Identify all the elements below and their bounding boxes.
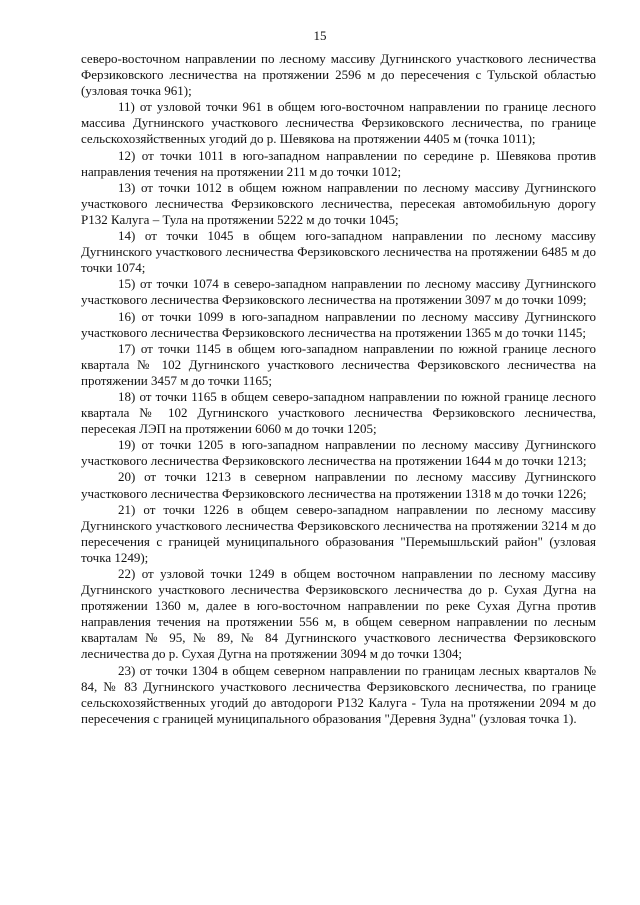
list-item: 23) от точки 1304 в общем северном направлении по границам лесных кварталов № 84, № 83 Дугнинского участкового лесничества Ферзиковского лесничества, по границе сельскохозяйственных угодий до автодороги Р132 Калуга - Тула на протяжении 2094 м до пересечения с границей муниципального образования "Деревня Зудна" (узловая точка 1).: [81, 662, 596, 726]
list-item: 11) от узловой точки 961 в общем юго-восточном направлении по границе лесного массива Дугнинского участкового лесничества Ферзиковского лесничества, по границе сельскохозяйственных угодий до р. Шевякова на протяжении 4405 м (точка 1011);: [81, 99, 596, 147]
list-item: 13) от точки 1012 в общем южном направлении по лесному массиву Дугнинского участкового лесничества Ферзиковского лесничества, пересекая автомобильную дорогу Р132 Калуга – Тула на протяжении 5222 м до точки 1045;: [81, 179, 596, 227]
list-item: 22) от узловой точки 1249 в общем восточном направлении по лесному массиву Дугнинского участкового лесничества Ферзиковского лесничества до р. Сухая Дугна на протяжении 1360 м, далее в юго-восточном направлении по реке Сухая Дугна против направления течения на протяжении 556 м, в общем северном направлении по лесным кварталам № 95, № 89, № 84 Дугнинского участкового лесничества Ферзиковского лесничества до р. Сухая Дугна на протяжении 3094 м до точки 1304;: [81, 566, 596, 662]
continuation-paragraph: северо-восточном направлении по лесному массиву Дугнинского участкового лесничества Ферзиковского лесничества на протяжении 2596 м до пересечения с Тульской областью (узловая точка 961);: [81, 51, 596, 99]
list-item: 17) от точки 1145 в общем юго-западном направлении по южной границе лесного квартала № 102 Дугнинского участкового лесничества Ферзиковского лесничества на протяжении 3457 м до точки 1165;: [81, 340, 596, 388]
page-number: 15: [313, 28, 327, 43]
list-item: 16) от точки 1099 в юго-западном направлении по лесному массиву Дугнинского участкового лесничества Ферзиковского лесничества на протяжении 1365 м до точки 1145;: [81, 308, 596, 340]
list-item: 19) от точки 1205 в юго-западном направлении по лесному массиву Дугнинского участкового лесничества Ферзиковского лесничества на протяжении 1644 м до точки 1213;: [81, 437, 596, 469]
list-item: 14) от точки 1045 в общем юго-западном направлении по лесному массиву Дугнинского участкового лесничества Ферзиковского лесничества на протяжении 6485 м до точки 1074;: [81, 228, 596, 276]
list-item: 12) от точки 1011 в юго-западном направлении по середине р. Шевякова против направления течения на протяжении 211 м до точки 1012;: [81, 147, 596, 179]
list-item: 15) от точки 1074 в северо-западном направлении по лесному массиву Дугнинского участкового лесничества Ферзиковского лесничества на протяжении 3097 м до точки 1099;: [81, 276, 596, 308]
document-body: [81, 51, 596, 727]
list-item: 21) от точки 1226 в общем северо-западном направлении по лесному массиву Дугнинского участкового лесничества Ферзиковского лесничества на протяжении 3214 м до пересечения с границей муниципального образования "Перемышльский район" (узловая точка 1249);: [81, 501, 596, 565]
list-item: 20) от точки 1213 в северном направлении по лесному массиву Дугнинского участкового лесничества Ферзиковского лесничества на протяжении 1318 м до точки 1226;: [81, 469, 596, 501]
list-item: 18) от точки 1165 в общем северо-западном направлении по южной границе лесного квартала № 102 Дугнинского участкового лесничества Ферзиковского лесничества, пересекая ЛЭП на протяжении 6060 м до точки 1205;: [81, 388, 596, 437]
